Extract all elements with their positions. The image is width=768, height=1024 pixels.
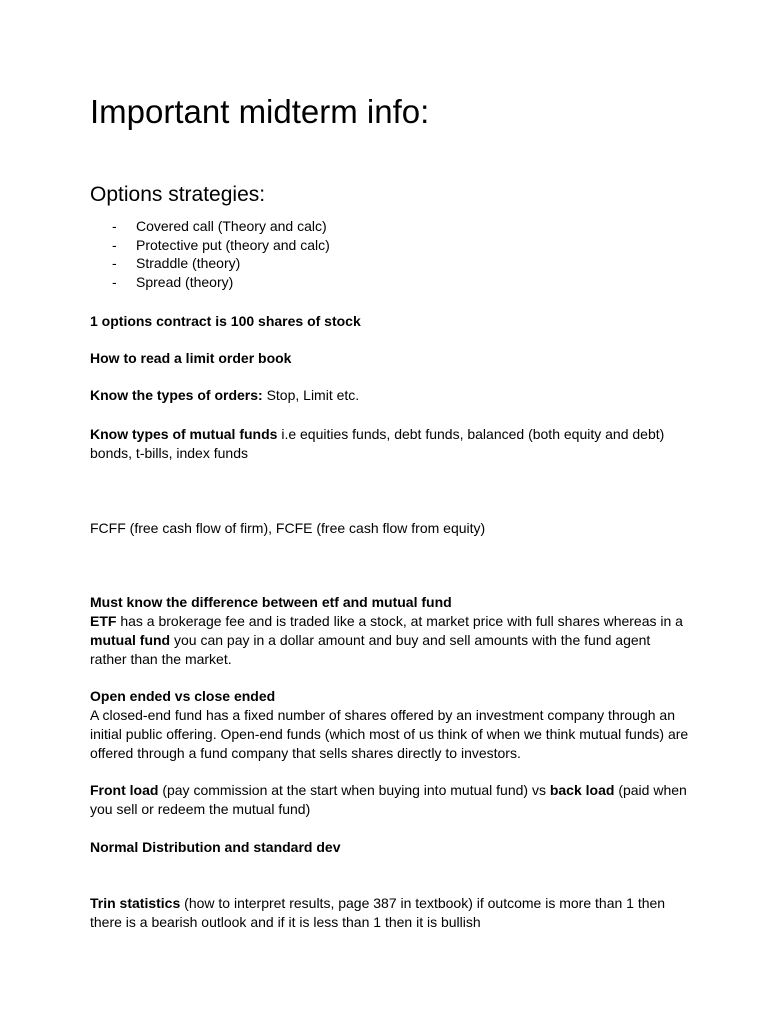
contract-note [90, 312, 690, 331]
list-item [112, 236, 330, 255]
open-closed-heading [90, 687, 690, 706]
normal-distribution-text: Normal Distribution and standard dev [90, 839, 341, 855]
fcff-note: FCFF (free cash flow of firm), FCFE (free cash flow from equity) [90, 520, 486, 536]
etf-label: ETF [90, 613, 117, 629]
trin-label: Trin statistics [90, 895, 181, 911]
order-types-text: Stop, Limit etc. [262, 387, 360, 403]
mutual-funds-text: i.e equities funds, debt funds, balanced (both equity and debt) bonds, t-bills, index funds [90, 426, 665, 461]
load-note [90, 781, 690, 819]
back-load-text: (paid when you sell or redeem the mutual fund) [90, 782, 687, 817]
list-item [112, 217, 330, 236]
options-strategies-list [112, 217, 330, 292]
mutual-fund-text: you can pay in a dollar amount and buy and sell amounts with the fund agent rather than the market. [90, 632, 651, 667]
etf-text: has a brokerage fee and is traded like a stock, at market price with full shares whereas in a [116, 613, 683, 629]
order-types-note [90, 386, 690, 405]
list-item-text: Covered call (Theory and calc) [136, 218, 327, 234]
open-closed-heading-text: Open ended vs close ended [90, 688, 276, 704]
limit-order-book-text: How to read a limit order book [90, 350, 292, 366]
front-load-label: Front load [90, 782, 159, 798]
trin-note [90, 894, 690, 932]
list-item-text: Protective put (theory and calc) [136, 236, 330, 253]
front-load-text: (pay commission at the start when buying into mutual fund) vs [158, 782, 550, 798]
list-item [112, 273, 330, 292]
list-dash: - [112, 255, 117, 272]
etf-section-body [90, 612, 690, 669]
section-heading-options-strategies: Options strategies: [90, 183, 266, 206]
open-closed-body: A closed-end fund has a fixed number of shares offered by an investment company through an initial public offering. Open-end funds (which most of us think of when we think mutual funds) are offered through a fund company that sells shares directly to investors. [90, 707, 689, 761]
mutual-funds-note [90, 425, 690, 463]
trin-text: (how to interpret results, page 387 in textbook) if outcome is more than 1 then there is a bearish outlook and if it is less than 1 then it is bullish [90, 895, 666, 930]
list-item [112, 254, 330, 273]
etf-section-heading [90, 593, 690, 612]
contract-note-text: 1 options contract is 100 shares of stock [90, 313, 361, 329]
list-dash: - [112, 218, 117, 234]
page-title: Important midterm info: [90, 93, 430, 130]
limit-order-book-note [90, 349, 690, 368]
list-item-text: Straddle (theory) [136, 255, 241, 272]
etf-section-heading-text: Must know the difference between etf and mutual fund [90, 594, 452, 610]
normal-distribution-note [90, 838, 690, 857]
list-item-text: Spread (theory) [136, 274, 234, 291]
order-types-label: Know the types of orders: [90, 387, 263, 403]
list-dash: - [112, 236, 117, 253]
mutual-funds-label: Know types of mutual funds [90, 426, 278, 442]
back-load-label: back load [549, 782, 615, 798]
mutual-fund-label: mutual fund [90, 632, 171, 648]
list-dash: - [112, 274, 117, 291]
